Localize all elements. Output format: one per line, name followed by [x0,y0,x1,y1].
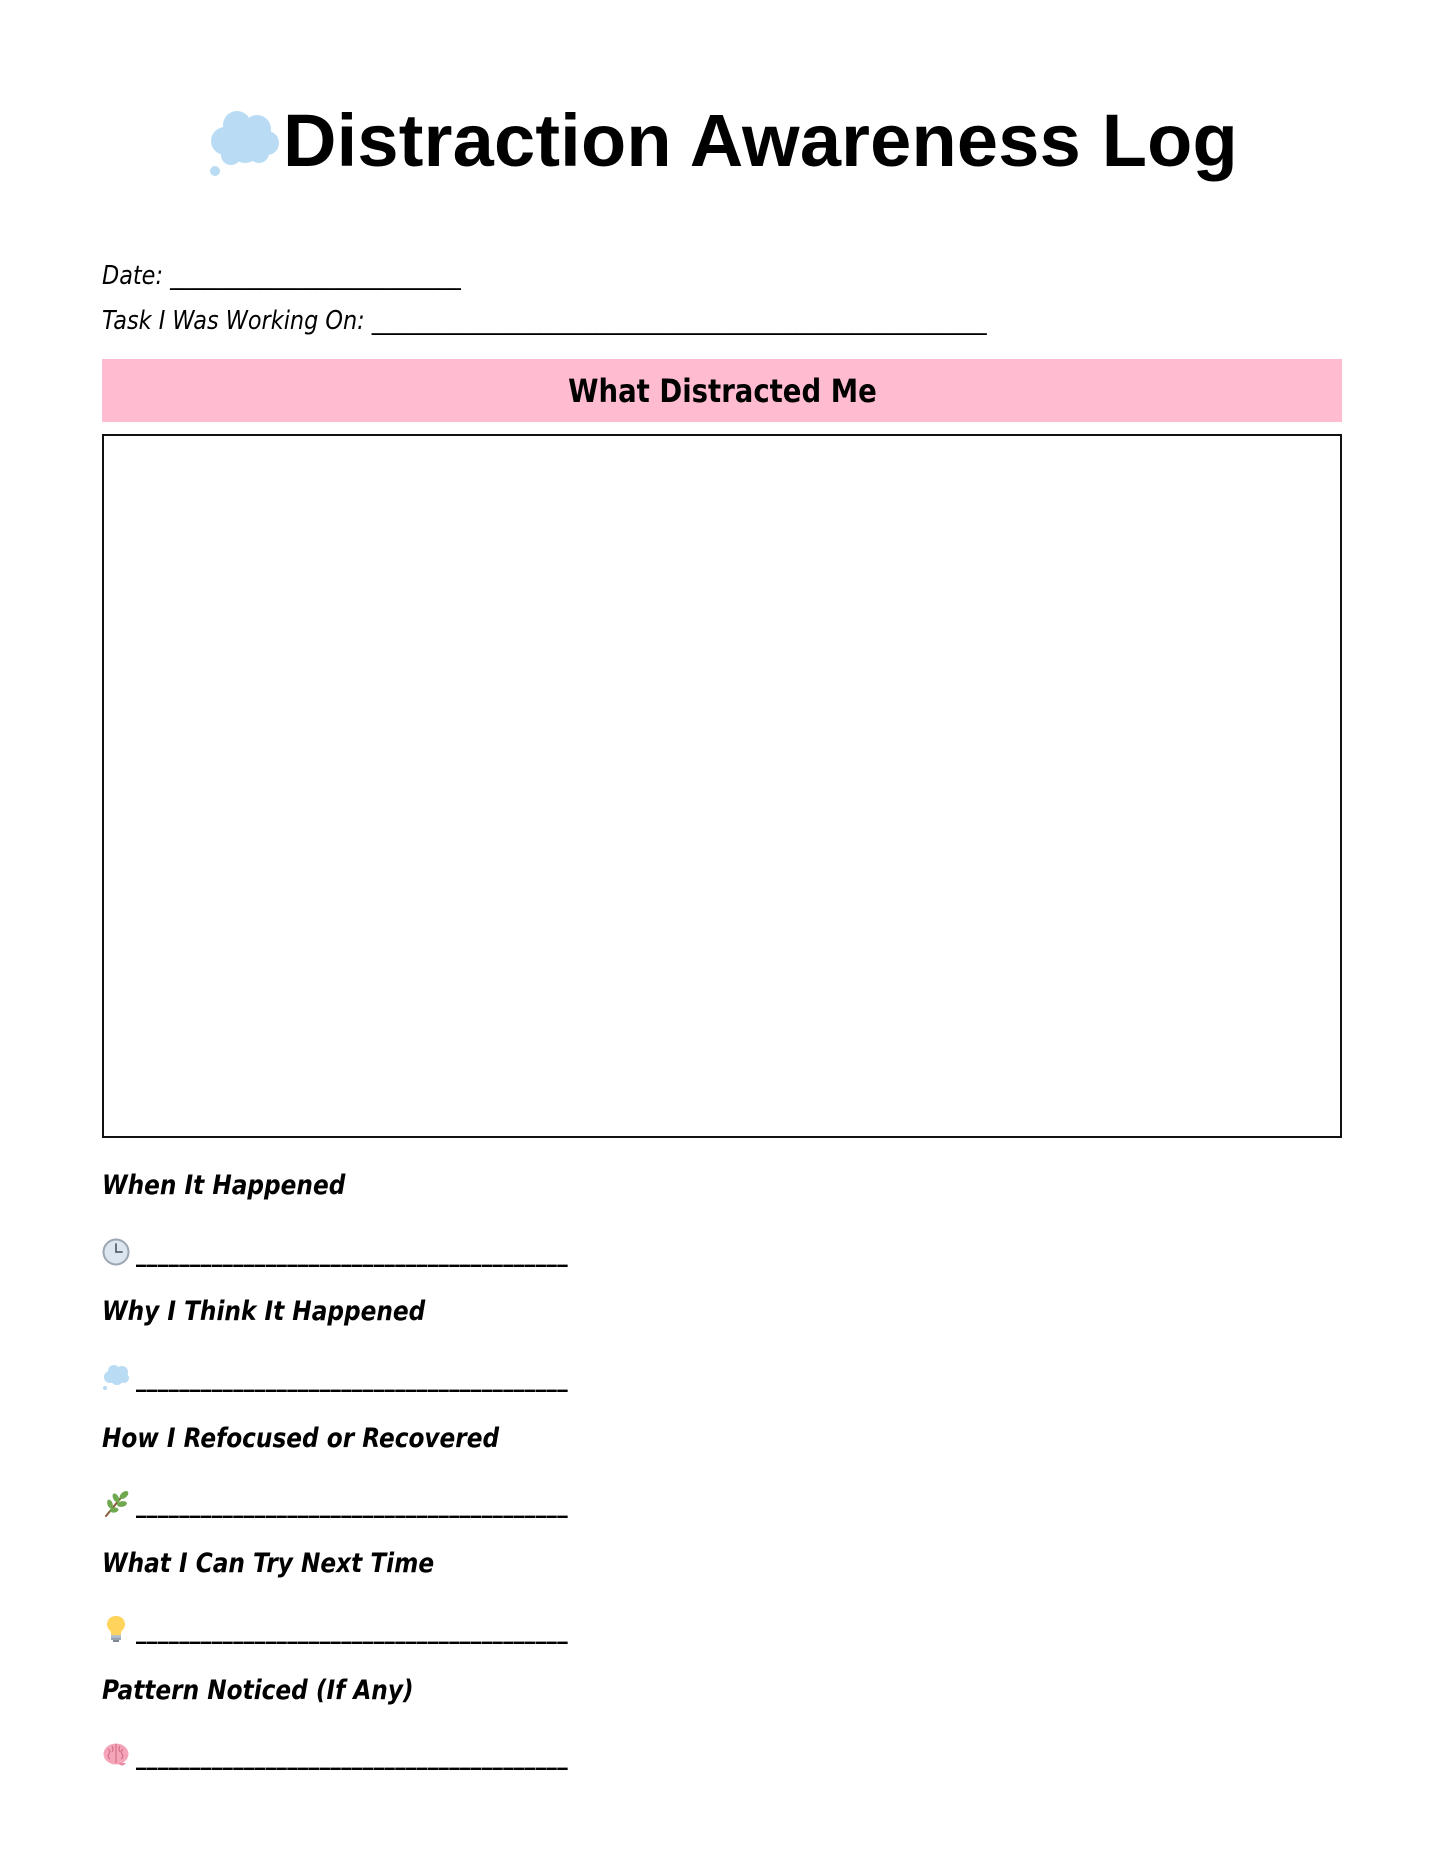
date-label: Date: [102,261,163,291]
thought-balloon-icon [102,1363,130,1391]
section-heading-why: Why I Think It Happened [102,1296,426,1327]
herb-icon [102,1489,130,1517]
section-heading-next-time: What I Can Try Next Time [102,1548,435,1579]
fill-row-when[interactable] [102,1234,676,1266]
what-distracted-me-box[interactable] [102,434,1342,1138]
section-heading-when: When It Happened [102,1170,346,1201]
light-bulb-icon [102,1615,130,1643]
date-blank-line[interactable]: __________________________ [170,261,461,291]
section-title: What Distracted Me [567,371,877,410]
task-blank-line[interactable]: _______________________________________________________ [371,306,987,336]
blank-line[interactable]: ________________________________________ [136,1489,568,1519]
section-heading-pattern: Pattern Noticed (If Any) [102,1675,414,1706]
page-header [0,96,1445,186]
fill-row-next-time[interactable] [102,1611,676,1643]
fill-row-how[interactable] [102,1485,676,1517]
fill-row-why[interactable] [102,1359,676,1391]
page-title: Distraction Awareness Log [283,99,1238,182]
task-field[interactable] [102,308,987,334]
thought-balloon-icon [207,107,281,179]
date-field[interactable] [102,263,461,289]
what-distracted-me-header [102,359,1342,422]
blank-line[interactable]: ________________________________________ [136,1741,568,1771]
task-label: Task I Was Working On: [102,306,365,336]
fill-row-pattern[interactable] [102,1737,676,1769]
section-heading-how: How I Refocused or Recovered [102,1423,500,1454]
blank-line[interactable]: ________________________________________ [136,1615,568,1645]
brain-icon [102,1741,130,1769]
blank-line[interactable]: ________________________________________ [136,1363,568,1393]
clock-icon [102,1238,130,1266]
blank-line[interactable]: ________________________________________ [136,1238,568,1268]
